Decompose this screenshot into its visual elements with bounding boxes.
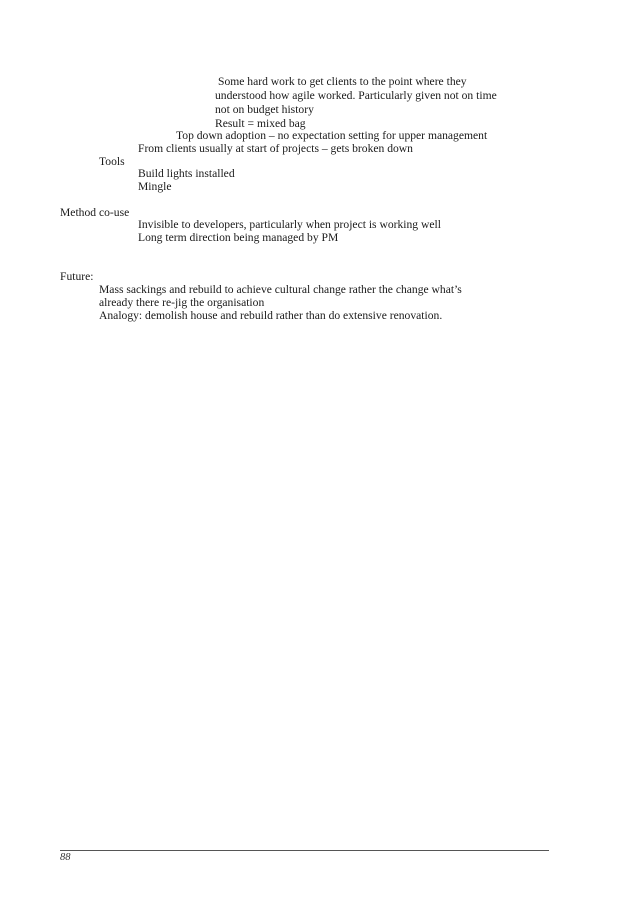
text-line: Long term direction being managed by PM [138,231,339,244]
text-line: understood how agile worked. Particularly given not on time [215,89,497,102]
footer-rule [60,850,549,851]
text-line: Mingle [138,180,172,193]
section-heading: Method co-use [60,206,130,219]
text-line: already there re-jig the organisation [99,296,265,309]
section-heading: Tools [99,155,125,168]
text-line: not on budget history [215,103,314,116]
text-line: Result = mixed bag [215,117,306,130]
text-line: Analogy: demolish house and rebuild rather than do extensive renovation. [99,309,443,322]
page-number: 88 [60,852,71,863]
text-line: Mass sackings and rebuild to achieve cultural change rather the change what’s [99,283,462,296]
text-line: From clients usually at start of projects – gets broken down [138,142,413,155]
text-line: Build lights installed [138,167,235,180]
text-line: Top down adoption – no expectation setting for upper management [176,129,488,142]
section-heading: Future: [60,270,94,283]
text-line: Invisible to developers, particularly when project is working well [138,218,441,231]
text-line: Some hard work to get clients to the point where they [218,75,467,88]
